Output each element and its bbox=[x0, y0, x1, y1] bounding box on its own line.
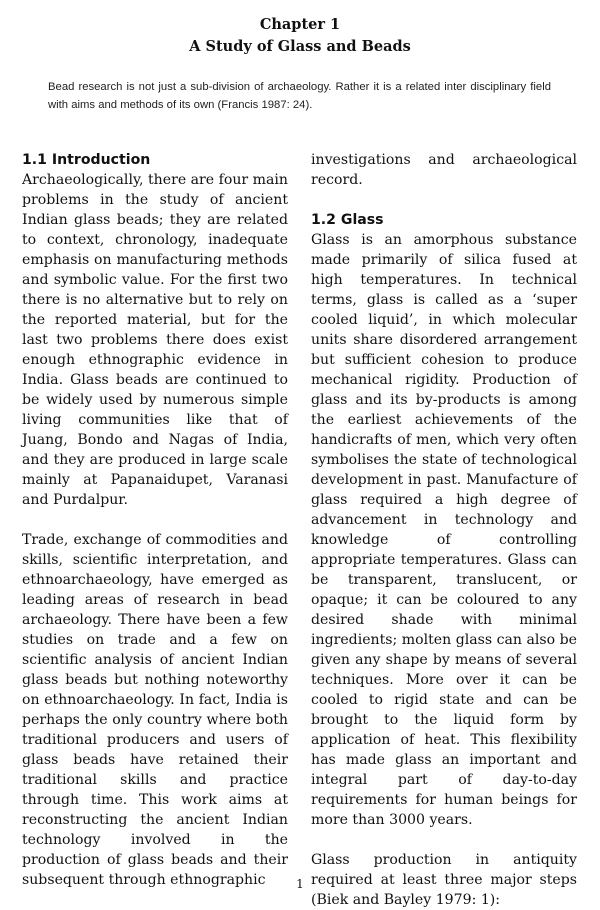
introduction-paragraph-1: Archaeologically, there are four main problems in the study of ancient Indian glass beads; they are related to context, chronology, inadequate emphasis on manufacturing methods and symbolic value. For the first two there is no alternative but to rely on the reported material, but for the last two problems there does exist enough ethnographic evidence in India. Glass beads are continued to be widely used by numerous simple living communities like that of Juang, Bondo and Nagas of India, and they are produced in large scale mainly at Papanaidupet, Varanasi and Purdalpur. bbox=[22, 172, 288, 508]
paragraph-spacer bbox=[311, 830, 577, 850]
introduction-paragraph-2-continued: investigations and archaeological record. bbox=[311, 152, 577, 188]
chapter-label: Chapter 1 bbox=[259, 16, 341, 33]
section-heading-glass: 1.2 Glass bbox=[311, 212, 384, 228]
page-number: 1 bbox=[296, 877, 304, 891]
left-column bbox=[22, 150, 288, 890]
epigraph-quote: Bead research is not just a sub-division of archaeology. Rather it is a related inter disciplinary field with aims and methods of its own (Francis 1987: 24). bbox=[48, 81, 551, 111]
paragraph-spacer bbox=[22, 510, 288, 530]
chapter-header bbox=[0, 14, 600, 58]
chapter-title: A Study of Glass and Beads bbox=[189, 38, 411, 55]
right-column bbox=[311, 150, 577, 910]
glass-paragraph-2: Glass production in antiquity required at least three major steps (Biek and Bayley 1979: 1): bbox=[311, 852, 577, 908]
glass-paragraph-1: Glass is an amorphous substance made primarily of silica fused at high temperatures. In technical terms, glass is called as a ‘super cooled liquid’, in which molecular units share disordered arrangement but sufficient cohesion to produce mechanical rigidity. Production of glass and its by-products is among the earliest achievements of the handicrafts of men, which very often symbolises the state of technological development in past. Manufacture of glass required a high degree of advancement in technology and knowledge of controlling appropriate temperatures. Glass can be transparent, translucent, or opaque; it can be coloured to any desired shade with minimal ingredients; molten glass can also be given any shape by means of several techniques. More over it can be cooled to rigid state and can be brought to the liquid form by application of heat. This flexibility has made glass an important and integral part of day-to-day requirements for human beings for more than 3000 years. bbox=[311, 232, 577, 828]
paragraph-spacer bbox=[311, 190, 577, 210]
section-heading-introduction: 1.1 Introduction bbox=[22, 152, 151, 168]
introduction-paragraph-2: Trade, exchange of commodities and skills, scientific interpretation, and ethnoarchaeology, have emerged as leading areas of research in bead archaeology. There have been a few studies on trade and a few on scientific analysis of ancient Indian glass beads but nothing noteworthy on ethnoarchaeology. In fact, India is perhaps the only country where both traditional producers and users of glass beads have retained their traditional skills and practice through time. This work aims at reconstructing the ancient Indian technology involved in the production of glass beads and their subsequent through ethnographic bbox=[22, 532, 288, 888]
